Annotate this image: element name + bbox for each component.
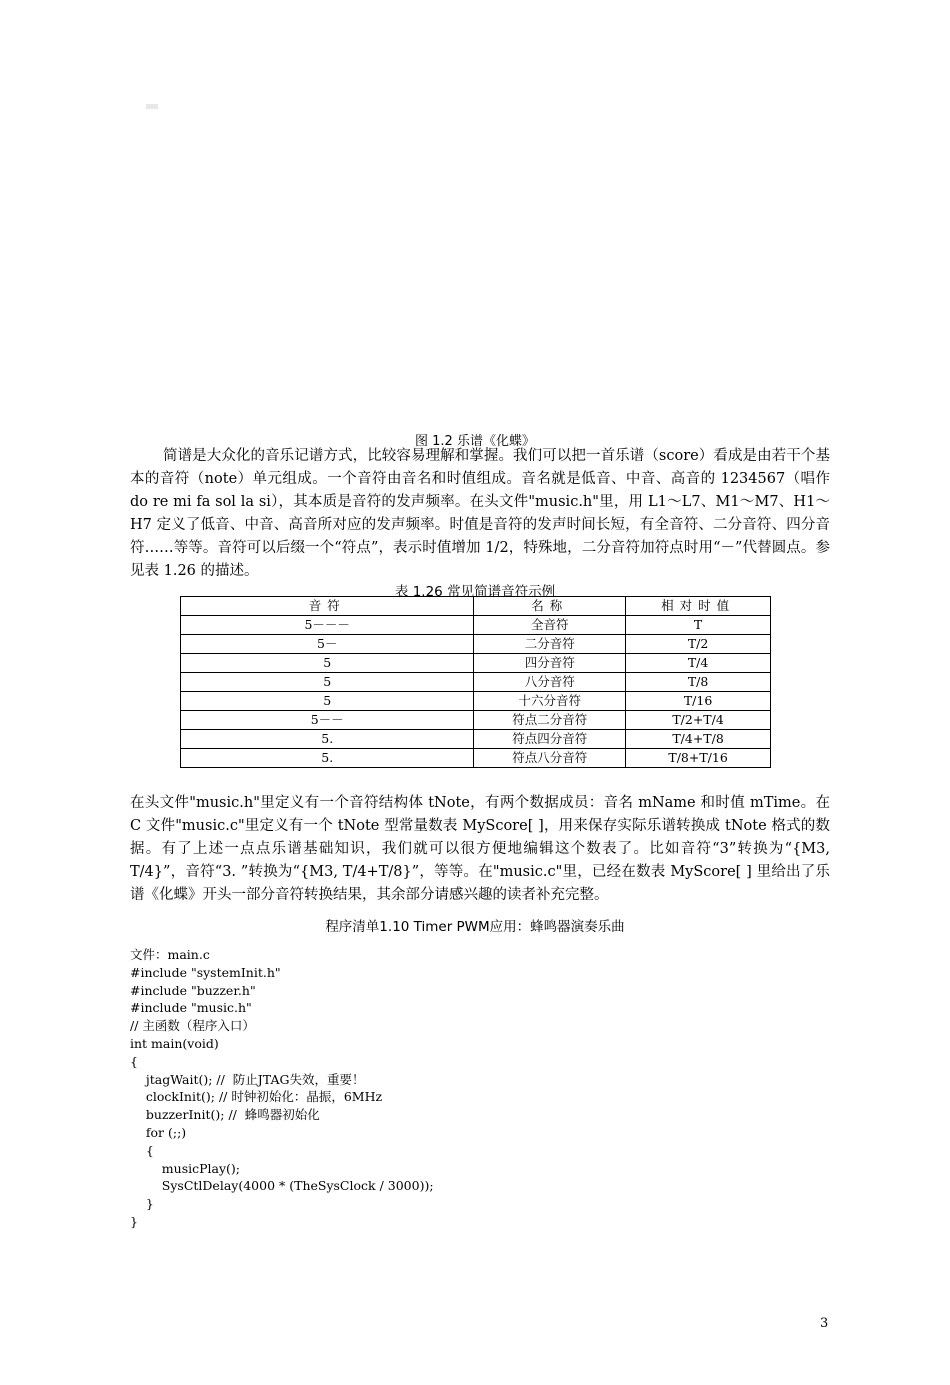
code-line: clockInit(); // 时钟初始化：晶振，6MHz — [130, 1089, 383, 1105]
table-row — [181, 635, 771, 654]
code-line: { — [130, 1053, 138, 1069]
listing-title: 程序清单1.10 Timer PWM应用：蜂鸣器演奏乐曲 — [325, 919, 625, 935]
cell-name: 全音符 — [474, 616, 626, 635]
cell-name: 二分音符 — [474, 635, 626, 654]
table-row — [181, 730, 771, 749]
cell-note: 5 — [181, 692, 474, 711]
cell-note: 5－－ — [181, 711, 474, 730]
cell-duration: T/2 — [626, 635, 771, 654]
code-line: } — [130, 1213, 138, 1229]
cell-name: 十六分音符 — [474, 692, 626, 711]
cell-name: 四分音符 — [474, 654, 626, 673]
code-line: 文件：main.c — [130, 947, 210, 962]
faint-image-mark — [146, 104, 158, 109]
cell-note: 5－－－ — [181, 616, 474, 635]
code-line: #include "music.h" — [130, 1000, 252, 1016]
code-line: #include "systemInit.h" — [130, 964, 281, 980]
table-header-row — [181, 597, 771, 616]
cell-note: 5 — [181, 673, 474, 692]
code-line: for (;;) — [130, 1124, 187, 1140]
cell-note: 5 — [181, 654, 474, 673]
figure-caption: 图 1.2 乐谱《化蝶》 — [415, 434, 535, 449]
table-row — [181, 654, 771, 673]
header-note: 音符 — [181, 597, 474, 616]
cell-duration: T/4+T/8 — [626, 730, 771, 749]
cell-note: 5. — [181, 730, 474, 749]
table-caption: 表 1.26 常见简谱音符示例 — [394, 584, 556, 600]
cell-name: 符点八分音符 — [474, 749, 626, 768]
cell-duration: T/2+T/4 — [626, 711, 771, 730]
table-row — [181, 749, 771, 768]
table-row — [181, 673, 771, 692]
cell-duration: T/8 — [626, 673, 771, 692]
code-line: { — [130, 1142, 154, 1158]
code-line: jtagWait(); // 防止JTAG失效，重要！ — [130, 1071, 365, 1087]
table-row — [181, 692, 771, 711]
cell-duration: T/4 — [626, 654, 771, 673]
cell-duration: T/8+T/16 — [626, 749, 771, 768]
paragraph-intro: 简谱是大众化的音乐记谱方式，比较容易理解和掌握。我们可以把一首乐谱（score）看成是由若干个基本的音符（note）单元组成。一个音符由音名和时值组成。音名就是低音、中音、高音的 1234567（唱作 do re mi fa sol la si），其本质是音符的发声频率。在头文件"music.h"里，用 L1～L7、M1～M7、H1～H7 定义了低音、中音、高音所对应的发声频率。时值是音符的发声时间长短，有全音符、二分音符、四分音符……等等。音符可以后缀一个“符点”，表示时值增加 1/2，特殊地，二分音符加符点时用“－”代替圆点。参见表 1.26 的描述。 — [130, 448, 830, 579]
cell-duration: T/16 — [626, 692, 771, 711]
code-line: musicPlay(); — [130, 1160, 240, 1176]
page-number: 3 — [820, 1316, 829, 1331]
note-table — [180, 596, 771, 768]
code-line: #include "buzzer.h" — [130, 982, 256, 998]
cell-name: 八分音符 — [474, 673, 626, 692]
paragraph-tnote: 在头文件"music.h"里定义有一个音符结构体 tNote，有两个数据成员：音名 mName 和时值 mTime。在 C 文件"music.c"里定义有一个 tNote 型常量数表 MyScore[ ]，用来保存实际乐谱转换成 tNote 格式的数据。有了上述一点点乐谱基础知识，我们就可以很方便地编辑这个数表了。比如音符“3”转换为“{M3, T/4}”，音符“3. ”转换为“{M3, T/4+T/8}”，等等。在"music.c"里，已经在数表 MyScore[ ] 里给出了乐谱《化蝶》开头一部分音符转换结果，其余部分请感兴趣的读者补充完整。 — [130, 795, 830, 903]
cell-name: 符点四分音符 — [474, 730, 626, 749]
header-duration: 相对时值 — [626, 597, 771, 616]
cell-note: 5. — [181, 749, 474, 768]
header-name: 名称 — [474, 597, 626, 616]
table-row — [181, 711, 771, 730]
code-line: SysCtlDelay(4000 * (TheSysClock / 3000)); — [130, 1178, 434, 1194]
code-line: int main(void) — [130, 1035, 219, 1051]
cell-note: 5－ — [181, 635, 474, 654]
code-line: // 主函数（程序入口） — [130, 1018, 255, 1034]
code-line: } — [130, 1196, 154, 1212]
cell-duration: T — [626, 616, 771, 635]
table-row — [181, 616, 771, 635]
code-listing — [130, 946, 434, 1231]
cell-name: 符点二分音符 — [474, 711, 626, 730]
code-line: buzzerInit(); // 蜂鸣器初始化 — [130, 1107, 320, 1123]
